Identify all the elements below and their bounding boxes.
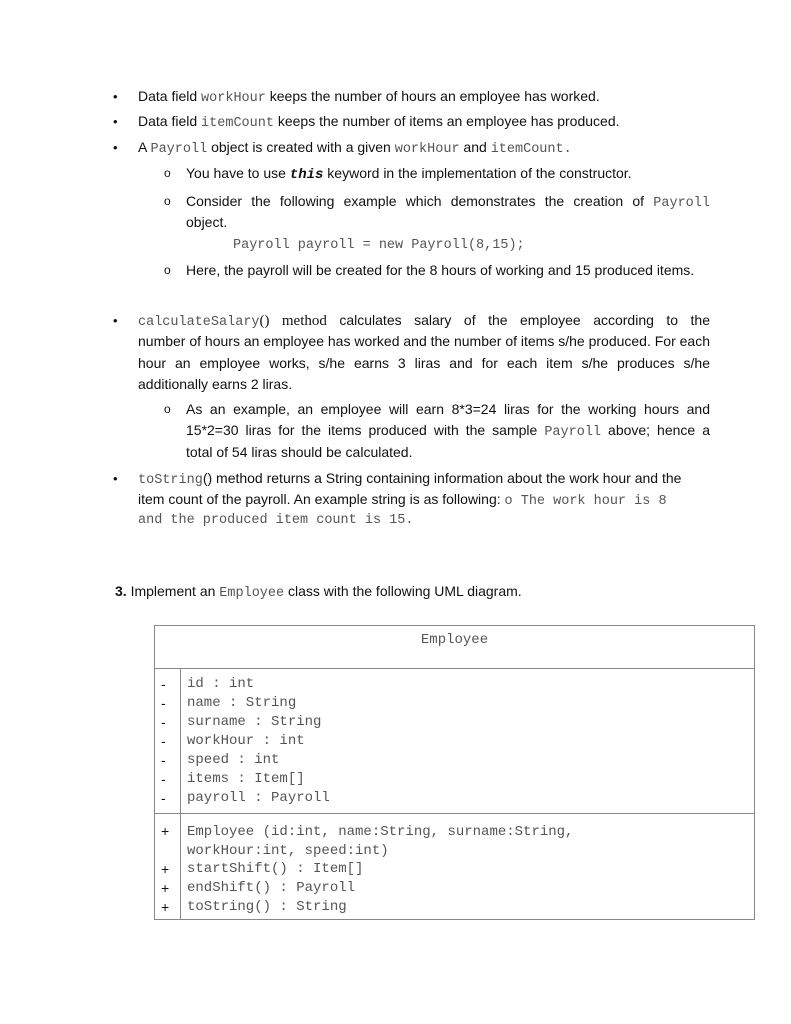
uml-visibility: - bbox=[161, 771, 166, 787]
example-intro: Consider the following example which demonstrates the creation of Payroll bbox=[186, 193, 710, 211]
bullet-dot: • bbox=[113, 140, 118, 155]
tostring-line2: item count of the payroll. An example string is as following: o The work hour is 8 bbox=[138, 491, 667, 509]
sub-bullet: o bbox=[164, 194, 171, 208]
uml-visibility: - bbox=[161, 676, 166, 692]
section-3-heading: 3. Implement an Employee class with the following UML diagram. bbox=[115, 583, 522, 601]
uml-visibility: + bbox=[161, 861, 170, 877]
uml-visibility: - bbox=[161, 714, 166, 730]
uml-divider-top bbox=[155, 668, 754, 669]
calculate-salary-line1: calculateSalary() method calculates salary of the employee according to the bbox=[138, 312, 710, 330]
uml-attribute: name : String bbox=[187, 695, 297, 711]
this-keyword-note: You have to use this keyword in the implementation of the constructor. bbox=[186, 165, 632, 183]
uml-attribute: speed : int bbox=[187, 752, 280, 768]
uml-method: toString() : String bbox=[187, 899, 347, 915]
salary-example-line1: As an example, an employee will earn 8*3=24 liras for the working hours and bbox=[186, 401, 710, 417]
uml-method: Employee (id:int, name:String, surname:String, bbox=[187, 824, 574, 840]
uml-visibility: - bbox=[161, 733, 166, 749]
uml-visibility: + bbox=[161, 823, 170, 839]
tostring-line3: and the produced item count is 15. bbox=[138, 513, 414, 528]
uml-employee-class bbox=[154, 625, 755, 920]
bullet-dot: • bbox=[113, 114, 118, 129]
uml-visibility: + bbox=[161, 880, 170, 896]
uml-visibility: - bbox=[161, 752, 166, 768]
uml-divider-middle bbox=[155, 813, 754, 814]
uml-attribute: payroll : Payroll bbox=[187, 790, 330, 806]
uml-column-divider bbox=[180, 668, 181, 919]
sub-bullet: o bbox=[164, 402, 171, 416]
uml-attribute: surname : String bbox=[187, 714, 322, 730]
uml-method: startShift() : Item[] bbox=[187, 861, 364, 877]
uml-attribute: id : int bbox=[187, 676, 255, 692]
salary-example-line2: 15*2=30 liras for the items produced with the sample Payroll above; hence a bbox=[186, 422, 710, 440]
uml-method: workHour:int, speed:int) bbox=[187, 843, 389, 859]
uml-attribute: workHour : int bbox=[187, 733, 305, 749]
calculate-salary-line3: hour an employee works, s/he earns 3 liras and for each item s/he produces s/he bbox=[138, 355, 710, 371]
payroll-constructor-description: A Payroll object is created with a given workHour and itemCount. bbox=[138, 139, 572, 157]
itemcount-description: Data field itemCount keeps the number of items an employee has produced. bbox=[138, 113, 620, 131]
bullet-dot: • bbox=[113, 313, 118, 328]
salary-example-line3: total of 54 liras should be calculated. bbox=[186, 444, 413, 460]
payroll-example-explanation: Here, the payroll will be created for the 8 hours of working and 15 produced items. bbox=[186, 262, 695, 278]
uml-class-name: Employee bbox=[420, 632, 489, 648]
tostring-line1: toString() method returns a String containing information about the work hour and the bbox=[138, 470, 682, 488]
payroll-code-example: Payroll payroll = new Payroll(8,15); bbox=[233, 238, 525, 253]
calculate-salary-line4: additionally earns 2 liras. bbox=[138, 376, 293, 392]
uml-visibility: - bbox=[161, 695, 166, 711]
example-intro-cont: object. bbox=[186, 214, 228, 230]
calculate-salary-line2: number of hours an employee has worked and the number of items s/he produced. For each bbox=[138, 333, 710, 349]
uml-attribute: items : Item[] bbox=[187, 771, 305, 787]
bullet-dot: • bbox=[113, 89, 118, 104]
uml-visibility: + bbox=[161, 899, 170, 915]
uml-visibility: - bbox=[161, 790, 166, 806]
sub-bullet: o bbox=[164, 263, 171, 277]
workhour-description: Data field workHour keeps the number of hours an employee has worked. bbox=[138, 88, 600, 106]
bullet-dot: • bbox=[113, 471, 118, 486]
uml-method: endShift() : Payroll bbox=[187, 880, 356, 896]
sub-bullet: o bbox=[164, 166, 171, 180]
